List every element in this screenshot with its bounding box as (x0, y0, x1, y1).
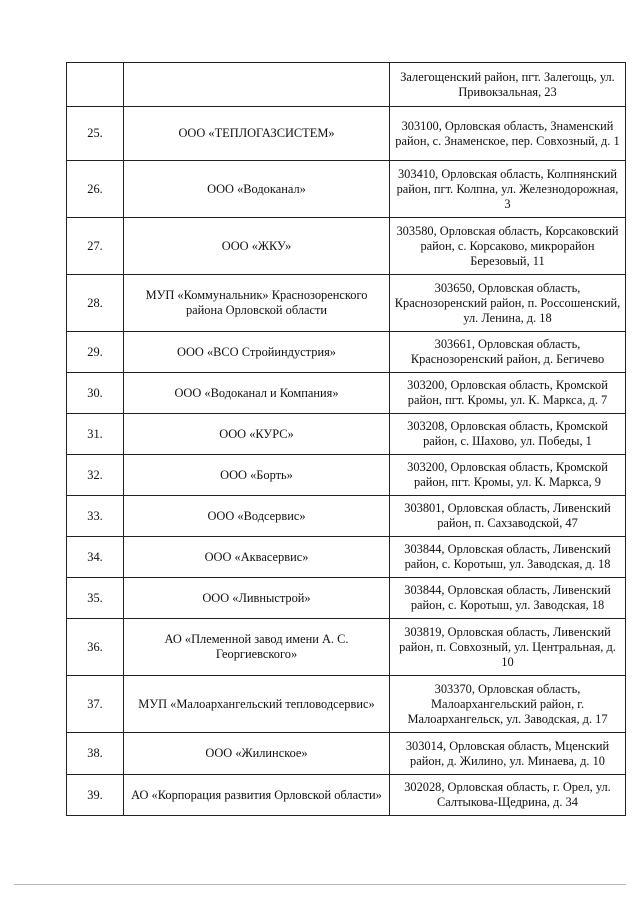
row-number: 28. (67, 275, 124, 332)
organization-address: 303661, Орловская область, Краснозоренский район, д. Бегичево (390, 332, 626, 373)
organization-name: ООО «ВСО Стройиндустрия» (124, 332, 390, 373)
table-row (67, 414, 626, 455)
organization-name: ООО «Борть» (124, 455, 390, 496)
organization-address: 302028, Орловская область, г. Орел, ул. Салтыкова-Щедрина, д. 34 (390, 775, 626, 816)
table-row (67, 676, 626, 733)
table-row (67, 161, 626, 218)
organization-name: ООО «Жилинское» (124, 733, 390, 775)
organization-name: ООО «КУРС» (124, 414, 390, 455)
table-row (67, 218, 626, 275)
organization-address: 303100, Орловская область, Знаменский район, с. Знаменское, пер. Совхозный, д. 1 (390, 107, 626, 161)
row-number: 30. (67, 373, 124, 414)
row-number: 37. (67, 676, 124, 733)
table-row (67, 775, 626, 816)
row-number: 32. (67, 455, 124, 496)
organization-address: 303650, Орловская область, Краснозоренский район, п. Россошенский, ул. Ленина, д. 18 (390, 275, 626, 332)
table-row (67, 63, 626, 107)
table-row (67, 733, 626, 775)
organization-name: ООО «Водоканал и Компания» (124, 373, 390, 414)
organization-name: АО «Племенной завод имени А. С. Георгиевского» (124, 619, 390, 676)
table-row (67, 619, 626, 676)
row-number: 35. (67, 578, 124, 619)
organization-address: Залегощенский район, пгт. Залегощь, ул. Привокзальная, 23 (390, 63, 626, 107)
organization-address: 303370, Орловская область, Малоархангельский район, г. Малоархангельск, ул. Заводская, д. 17 (390, 676, 626, 733)
row-number: 36. (67, 619, 124, 676)
organization-name: ООО «Аквасервис» (124, 537, 390, 578)
organization-name (124, 63, 390, 107)
organization-address: 303208, Орловская область, Кромской район, с. Шахово, ул. Победы, 1 (390, 414, 626, 455)
table-row (67, 107, 626, 161)
organization-name: ООО «ЖКУ» (124, 218, 390, 275)
organization-address: 303200, Орловская область, Кромской район, пгт. Кромы, ул. К. Маркса, д. 7 (390, 373, 626, 414)
organization-name: ООО «ТЕПЛОГАЗСИСТЕМ» (124, 107, 390, 161)
organization-name: ООО «Водсервис» (124, 496, 390, 537)
table-row (67, 455, 626, 496)
row-number: 25. (67, 107, 124, 161)
organization-address: 303014, Орловская область, Мценский район, д. Жилино, ул. Минаева, д. 10 (390, 733, 626, 775)
table-row (67, 578, 626, 619)
organization-name: ООО «Водоканал» (124, 161, 390, 218)
organization-name: МУП «Коммунальник» Краснозоренского района Орловской области (124, 275, 390, 332)
row-number: 34. (67, 537, 124, 578)
organization-address: 303200, Орловская область, Кромской район, пгт. Кромы, ул. К. Маркса, 9 (390, 455, 626, 496)
organization-address: 303819, Орловская область, Ливенский район, п. Совхозный, ул. Центральная, д. 10 (390, 619, 626, 676)
table-row (67, 275, 626, 332)
row-number: 29. (67, 332, 124, 373)
organization-name: ООО «Ливныстрой» (124, 578, 390, 619)
row-number: 31. (67, 414, 124, 455)
row-number: 26. (67, 161, 124, 218)
row-number: 39. (67, 775, 124, 816)
organization-address: 303801, Орловская область, Ливенский район, п. Сахзаводской, 47 (390, 496, 626, 537)
row-number: 33. (67, 496, 124, 537)
table-row (67, 496, 626, 537)
table-row (67, 373, 626, 414)
organization-name: МУП «Малоархангельский тепловодсервис» (124, 676, 390, 733)
organization-address: 303580, Орловская область, Корсаковский район, с. Корсаково, микрорайон Березовый, 11 (390, 218, 626, 275)
organization-address: 303844, Орловская область, Ливенский район, с. Коротыш, ул. Заводская, д. 18 (390, 537, 626, 578)
organization-address: 303844, Орловская область, Ливенский район, с. Коротыш, ул. Заводская, 18 (390, 578, 626, 619)
organization-address: 303410, Орловская область, Колпнянский район, пгт. Колпна, ул. Железнодорожная, 3 (390, 161, 626, 218)
row-number (67, 63, 124, 107)
page-bottom-rule (14, 884, 626, 885)
table-row (67, 332, 626, 373)
table-row (67, 537, 626, 578)
row-number: 38. (67, 733, 124, 775)
row-number: 27. (67, 218, 124, 275)
organizations-table (66, 62, 626, 816)
organization-name: АО «Корпорация развития Орловской области» (124, 775, 390, 816)
